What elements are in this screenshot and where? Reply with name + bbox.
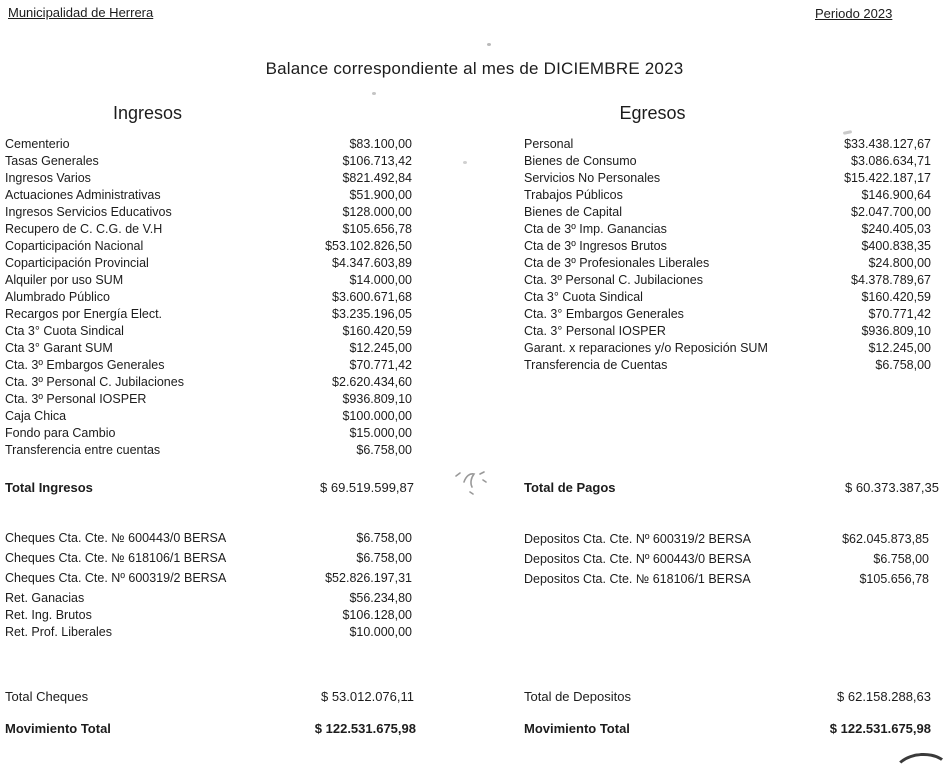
ingresos-item-label: Coparticipación Nacional: [5, 239, 144, 253]
ingresos-item-value: $83.100,00: [349, 137, 412, 151]
cheques-item-value: $6.758,00: [356, 551, 412, 565]
total-pagos-row: [524, 480, 939, 495]
ingresos-item-value: $12.245,00: [349, 341, 412, 355]
egresos-item-value: $12.245,00: [868, 341, 931, 355]
egresos-item-label: Transferencia de Cuentas: [524, 358, 668, 372]
period-label: Periodo 2023: [815, 6, 893, 21]
document-title: Balance correspondiente al mes de DICIEMBRE 2023: [265, 59, 684, 78]
egresos-item-value: $400.838,35: [861, 239, 931, 253]
pencil-scribble-artifact: [450, 466, 502, 500]
cheques-item-label: Ret. Ganacias: [5, 591, 85, 605]
ingresos-item-label: Caja Chica: [5, 409, 67, 423]
total-depositos-value: $ 62.158.288,63: [837, 689, 931, 704]
ingresos-item-value: $160.420,59: [342, 324, 412, 338]
egresos-item-label: Cta de 3º Ingresos Brutos: [524, 239, 667, 253]
egresos-item-value: $3.086.634,71: [851, 154, 931, 168]
ingresos-row: [5, 153, 412, 170]
egresos-item-label: Cta 3° Cuota Sindical: [524, 290, 643, 304]
depositos-item-label: Depositos Cta. Cte. Nº 600319/2 BERSA: [524, 532, 751, 546]
movimiento-total-label: Movimiento Total: [524, 721, 630, 736]
egresos-item-label: Cta de 3º Imp. Ganancias: [524, 222, 667, 236]
ingresos-item-label: Ingresos Servicios Educativos: [5, 205, 172, 219]
egresos-item-value: $33.438.127,67: [844, 137, 931, 151]
egresos-item-label: Cta. 3º Personal C. Jubilaciones: [524, 273, 703, 287]
total-pagos-label: Total de Pagos: [524, 480, 616, 495]
total-ingresos-label: Total Ingresos: [5, 480, 93, 495]
egresos-row: [524, 289, 931, 306]
total-ingresos-value: $ 69.519.599,87: [320, 480, 414, 495]
ingresos-row: [5, 136, 412, 153]
egresos-row: [524, 357, 931, 374]
egresos-row: [524, 272, 931, 289]
ingresos-item-value: $936.809,10: [342, 392, 412, 406]
movimiento-total-egresos-row: [524, 721, 931, 736]
cheques-item-label: Cheques Cta. Cte. № 618106/1 BERSA: [5, 551, 227, 565]
ingresos-item-value: $14.000,00: [349, 273, 412, 287]
ingresos-row: [5, 357, 412, 374]
ingresos-item-label: Cta. 3º Personal IOSPER: [5, 392, 147, 406]
total-depositos-row: [524, 689, 931, 704]
cheques-list: [5, 530, 412, 641]
egresos-heading: Egresos: [619, 103, 686, 123]
ingresos-item-label: Tasas Generales: [5, 154, 99, 168]
ingresos-row: [5, 323, 412, 340]
cheques-row: [5, 624, 412, 641]
ingresos-row: [5, 442, 412, 459]
egresos-row: [524, 255, 931, 272]
ingresos-row: [5, 255, 412, 272]
cheques-item-value: $56.234,80: [349, 591, 412, 605]
egresos-row: [524, 323, 931, 340]
depositos-item-value: $105.656,78: [859, 572, 929, 586]
cheques-item-label: Cheques Cta. Cte. № 600443/0 BERSA: [5, 531, 227, 545]
movimiento-total-label: Movimiento Total: [5, 721, 111, 736]
egresos-row: [524, 136, 931, 153]
egresos-item-list: [524, 136, 931, 374]
ingresos-item-label: Recupero de C. C.G. de V.H: [5, 222, 163, 236]
ingresos-item-label: Ingresos Varios: [5, 171, 91, 185]
ingresos-item-value: $3.600.671,68: [332, 290, 412, 304]
ingresos-row: [5, 374, 412, 391]
ingresos-item-label: Coparticipación Provincial: [5, 256, 149, 270]
scan-speck: [372, 92, 376, 95]
cheques-item-label: Ret. Ing. Brutos: [5, 608, 92, 622]
egresos-row: [524, 170, 931, 187]
total-ingresos-row: [5, 480, 414, 495]
ingresos-item-label: Transferencia entre cuentas: [5, 443, 161, 457]
ingresos-item-label: Cementerio: [5, 137, 70, 151]
egresos-item-label: Trabajos Públicos: [524, 188, 623, 202]
total-cheques-label: Total Cheques: [5, 689, 89, 704]
ingresos-item-value: $51.900,00: [349, 188, 412, 202]
cheques-item-label: Ret. Prof. Liberales: [5, 625, 112, 639]
total-pagos-value: $ 60.373.387,35: [845, 480, 939, 495]
egresos-item-label: Cta. 3° Personal IOSPER: [524, 324, 666, 338]
ingresos-row: [5, 204, 412, 221]
depositos-row: [524, 571, 929, 588]
scan-speck: [463, 161, 467, 164]
egresos-row: [524, 306, 931, 323]
ingresos-item-value: $106.713,42: [342, 154, 412, 168]
cheques-item-value: $6.758,00: [356, 531, 412, 545]
cheques-row: [5, 550, 412, 567]
ingresos-item-label: Cta. 3º Personal C. Jubilaciones: [5, 375, 184, 389]
ingresos-item-value: $6.758,00: [356, 443, 412, 457]
egresos-row: [524, 238, 931, 255]
cheques-item-value: $106.128,00: [342, 608, 412, 622]
ingresos-row: [5, 187, 412, 204]
org-name: Municipalidad de Herrera: [8, 5, 154, 20]
ingresos-row: [5, 408, 412, 425]
depositos-item-value: $62.045.873,85: [842, 532, 929, 546]
depositos-row: [524, 551, 929, 568]
cheques-item-value: $52.826.197,31: [325, 571, 412, 585]
scan-speck: [843, 130, 852, 135]
ingresos-item-label: Cta 3° Cuota Sindical: [5, 324, 124, 338]
cheques-row: [5, 590, 412, 607]
ingresos-item-label: Cta 3° Garant SUM: [5, 341, 113, 355]
ingresos-row: [5, 306, 412, 323]
egresos-item-value: $24.800,00: [868, 256, 931, 270]
cheques-item-label: Cheques Cta. Cte. Nº 600319/2 BERSA: [5, 571, 227, 585]
egresos-item-value: $4.378.789,67: [851, 273, 931, 287]
scan-speck: [487, 43, 491, 46]
total-depositos-label: Total de Depositos: [524, 689, 631, 704]
egresos-row: [524, 221, 931, 238]
egresos-item-label: Bienes de Capital: [524, 205, 622, 219]
cheques-row: [5, 570, 412, 587]
ingresos-item-value: $70.771,42: [349, 358, 412, 372]
egresos-row: [524, 187, 931, 204]
ingresos-item-value: $3.235.196,05: [332, 307, 412, 321]
movimiento-total-value: $ 122.531.675,98: [829, 721, 931, 736]
cheques-row: [5, 607, 412, 624]
ingresos-row: [5, 340, 412, 357]
ingresos-row: [5, 272, 412, 289]
egresos-item-value: $2.047.700,00: [851, 205, 931, 219]
egresos-item-value: $936.809,10: [861, 324, 931, 338]
egresos-item-value: $160.420,59: [861, 290, 931, 304]
ingresos-item-label: Fondo para Cambio: [5, 426, 116, 440]
ingresos-item-value: $100.000,00: [342, 409, 412, 423]
ingresos-item-value: $53.102.826,50: [325, 239, 412, 253]
egresos-item-value: $146.900,64: [861, 188, 931, 202]
egresos-row: [524, 340, 931, 357]
ingresos-item-label: Alquiler por uso SUM: [5, 273, 124, 287]
ingresos-row: [5, 391, 412, 408]
egresos-item-label: Bienes de Consumo: [524, 154, 637, 168]
ingresos-item-value: $821.492,84: [342, 171, 412, 185]
depositos-item-label: Depositos Cta. Cte. № 618106/1 BERSA: [524, 572, 751, 586]
egresos-item-value: $6.758,00: [875, 358, 931, 372]
egresos-item-label: Personal: [524, 137, 574, 151]
ingresos-item-value: $105.656,78: [342, 222, 412, 236]
depositos-item-label: Depositos Cta. Cte. Nº 600443/0 BERSA: [524, 552, 751, 566]
egresos-row: [524, 153, 931, 170]
depositos-list: [524, 531, 929, 591]
ingresos-item-label: Recargos por Energía Elect.: [5, 307, 163, 321]
depositos-item-value: $6.758,00: [873, 552, 929, 566]
ingresos-item-value: $2.620.434,60: [332, 375, 412, 389]
cheques-item-value: $10.000,00: [349, 625, 412, 639]
egresos-item-value: $240.405,03: [861, 222, 931, 236]
cheques-row: [5, 530, 412, 547]
ingresos-item-list: [5, 136, 412, 459]
movimiento-total-value: $ 122.531.675,98: [314, 721, 416, 736]
ingresos-row: [5, 170, 412, 187]
egresos-item-label: Servicios No Personales: [524, 171, 661, 185]
ingresos-item-label: Alumbrado Público: [5, 290, 110, 304]
total-cheques-row: [5, 689, 414, 704]
egresos-item-value: $15.422.187,17: [844, 171, 931, 185]
ingresos-item-value: $4.347.603,89: [332, 256, 412, 270]
egresos-item-label: Cta. 3° Embargos Generales: [524, 307, 684, 321]
egresos-item-value: $70.771,42: [868, 307, 931, 321]
ingresos-item-label: Actuaciones Administrativas: [5, 188, 161, 202]
ingresos-item-label: Cta. 3º Embargos Generales: [5, 358, 165, 372]
ingresos-item-value: $128.000,00: [342, 205, 412, 219]
ingresos-row: [5, 238, 412, 255]
total-cheques-value: $ 53.012.076,11: [320, 689, 414, 704]
egresos-item-label: Garant. x reparaciones y/o Reposición SUM: [524, 341, 768, 355]
egresos-row: [524, 204, 931, 221]
ingresos-heading: Ingresos: [112, 103, 183, 123]
depositos-row: [524, 531, 929, 548]
ingresos-row: [5, 221, 412, 238]
ingresos-row: [5, 289, 412, 306]
ingresos-row: [5, 425, 412, 442]
stamp-arc-artifact: [892, 751, 949, 768]
ingresos-item-value: $15.000,00: [349, 426, 412, 440]
egresos-item-label: Cta de 3º Profesionales Liberales: [524, 256, 710, 270]
movimiento-total-ingresos-row: [5, 721, 416, 736]
